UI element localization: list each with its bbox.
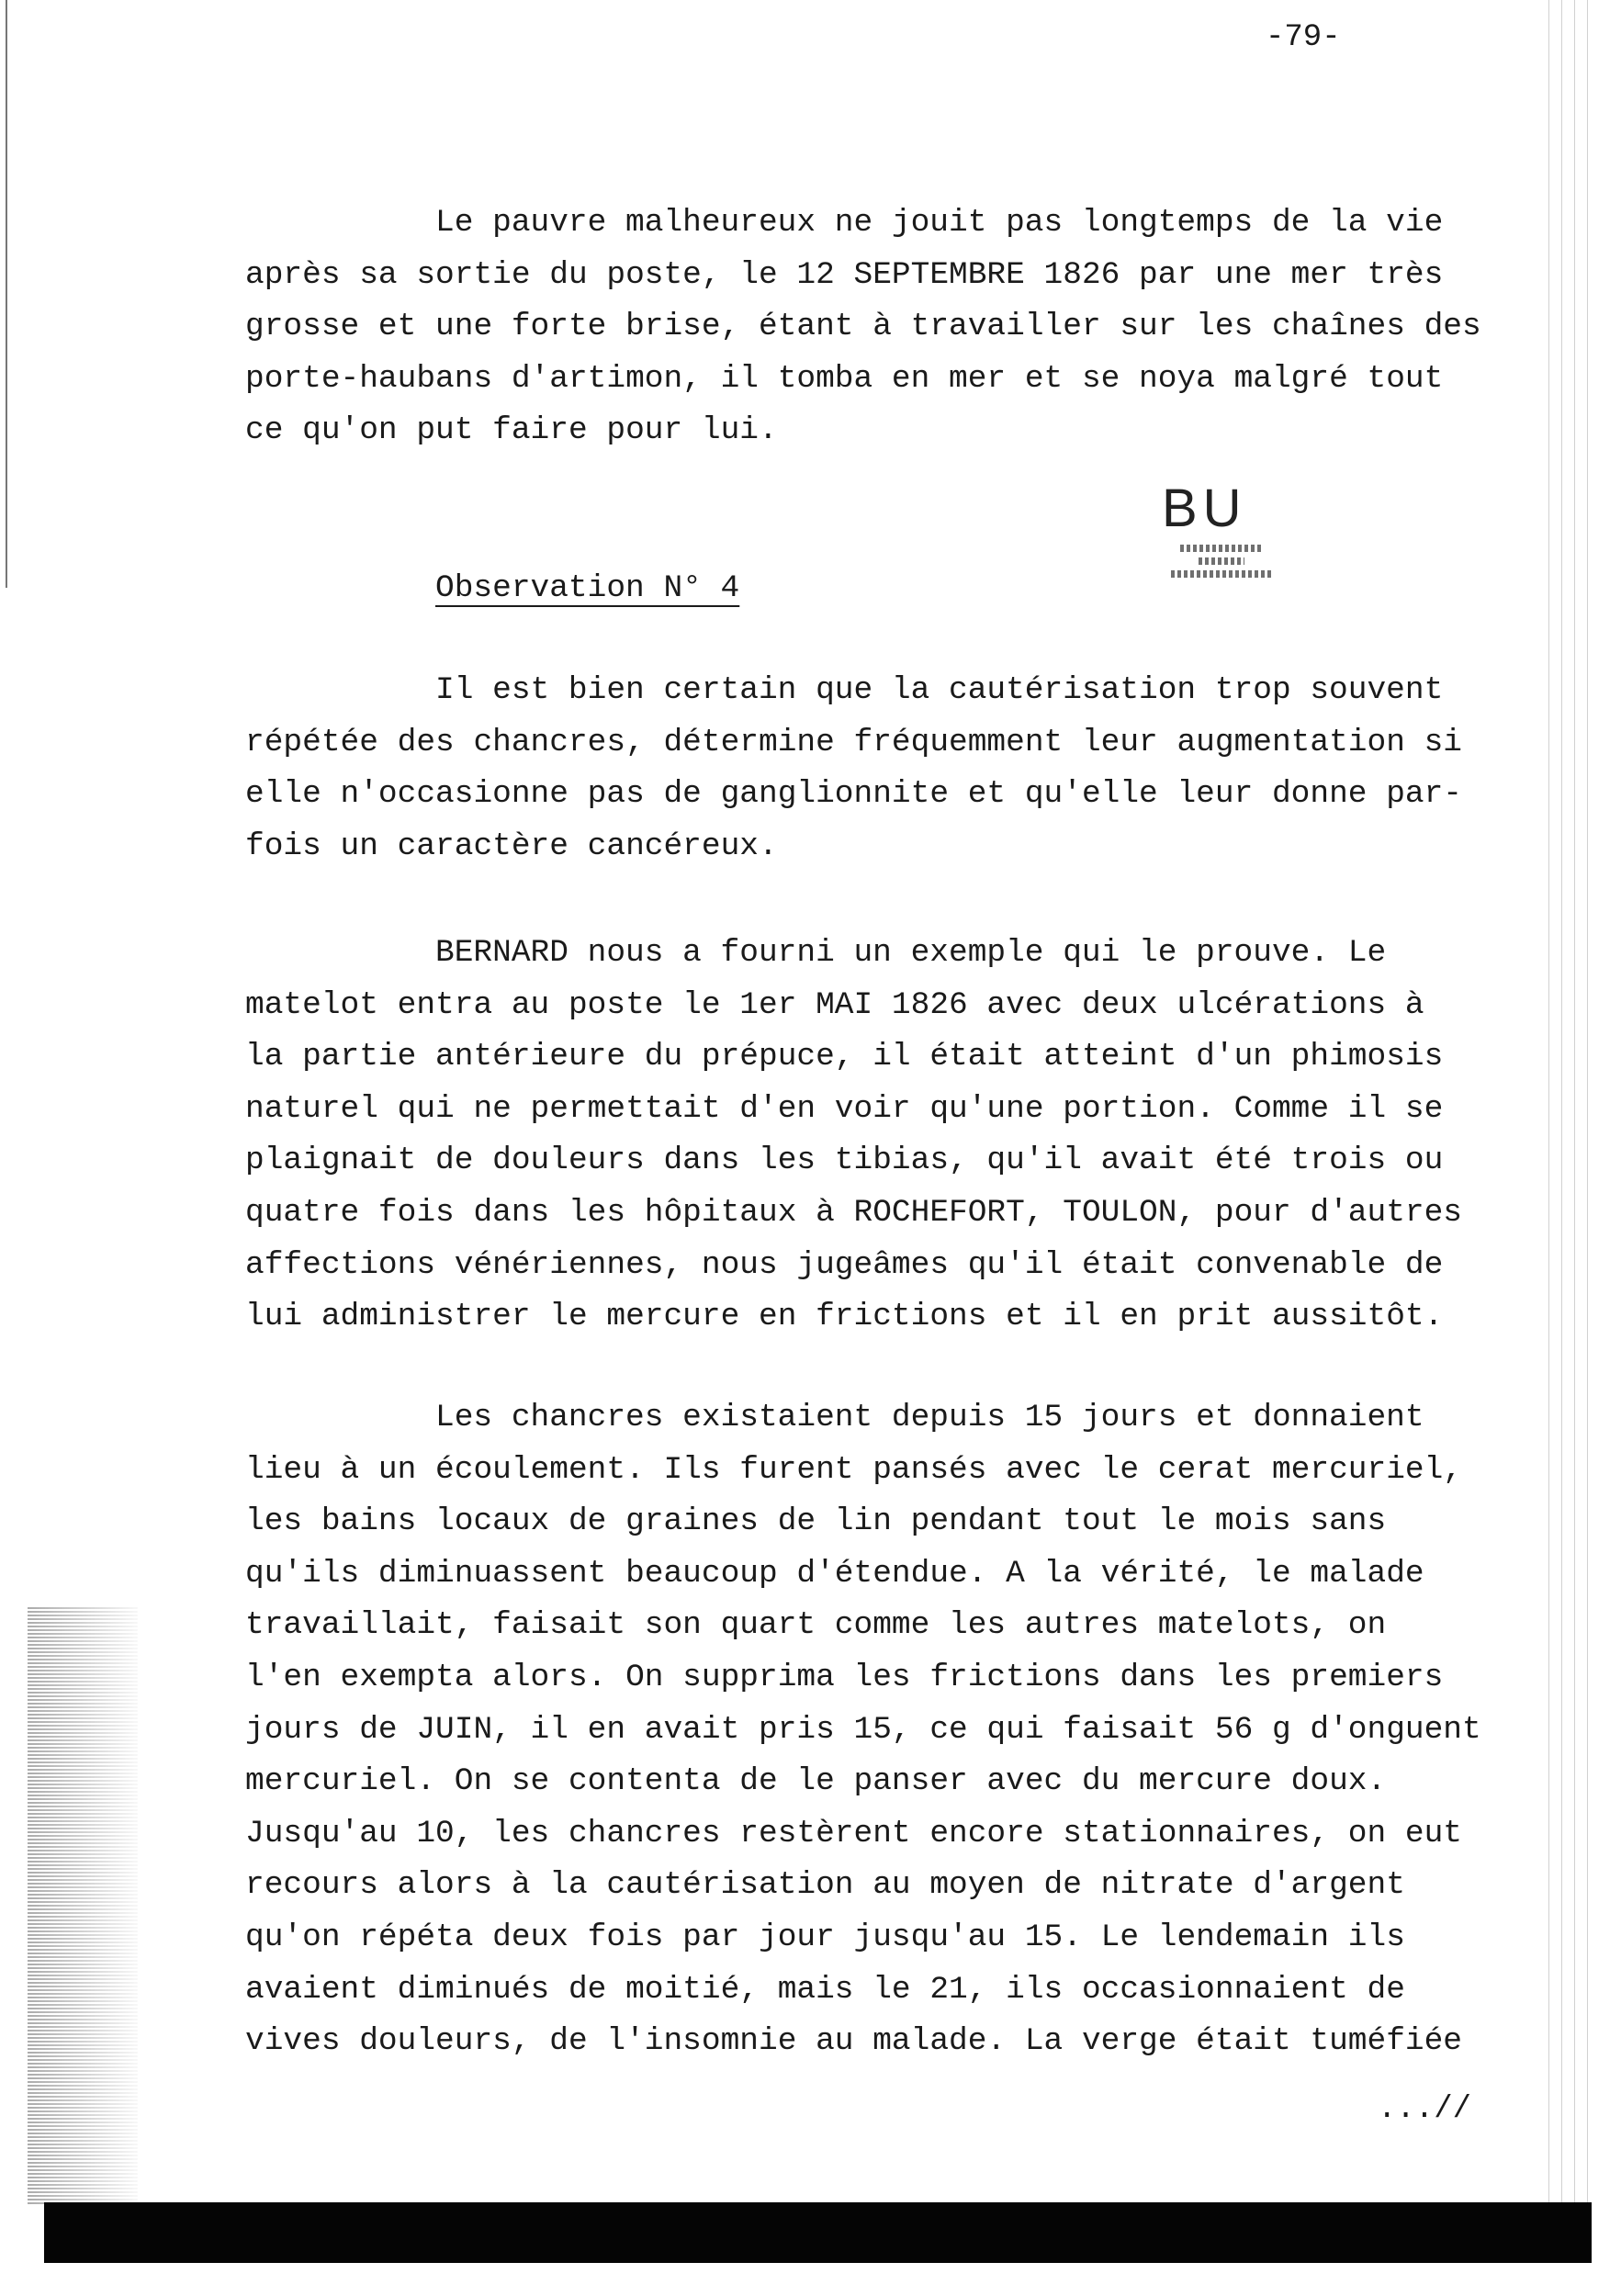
text-line: répétée des chancres, détermine fréquemment leur augmentation si: [245, 724, 1463, 760]
text-line: qu'ils diminuassent beaucoup d'étendue. A la vérité, le malade: [245, 1555, 1424, 1592]
text-line: BERNARD nous a fourni un exemple qui le prouve. Le: [435, 935, 1387, 971]
text-line: fois un caractère cancéreux.: [245, 827, 778, 864]
text-line: jours de JUIN, il en avait pris 15, ce qui faisait 56 g d'onguent: [245, 1711, 1481, 1748]
stamp-smudge: [1199, 557, 1244, 565]
stamp-logo: BU: [1162, 478, 1247, 538]
text-line: mercuriel. On se contenta de le panser avec du mercure doux.: [245, 1763, 1387, 1800]
text-line: la partie antérieure du prépuce, il était atteint d'un phimosis: [245, 1039, 1444, 1075]
text-line: Il est bien certain que la cautérisation trop souvent: [435, 672, 1444, 708]
text-line: les bains locaux de graines de lin pendant tout le mois sans: [245, 1503, 1387, 1540]
text-line: recours alors à la cautérisation au moyen de nitrate d'argent: [245, 1867, 1405, 1904]
text-line: naturel qui ne permettait d'en voir qu'une portion. Comme il se: [245, 1090, 1444, 1127]
text-line: elle n'occasionne pas de ganglionnite et qu'elle leur donne par-: [245, 776, 1463, 813]
text-line: l'en exempta alors. On supprima les frictions dans les premiers: [245, 1659, 1444, 1695]
text-line: affections vénériennes, nous jugeâmes qu'il était convenable de: [245, 1246, 1444, 1283]
text-line: avaient diminués de moitié, mais le 21, ils occasionnaient de: [245, 1971, 1405, 2008]
text-line: lui administrer le mercure en frictions et il en prit aussitôt.: [245, 1299, 1444, 1335]
text-line: Les chancres existaient depuis 15 jours et donnaient: [435, 1400, 1424, 1435]
paragraph-1: [245, 197, 1481, 457]
text-line: ce qu'on put faire pour lui.: [245, 412, 778, 449]
text-line: lieu à un écoulement. Ils furent pansés avec le cerat mercuriel,: [245, 1451, 1463, 1488]
continuation-mark: ...//: [1378, 2092, 1472, 2127]
page-number: -79-: [1266, 20, 1341, 55]
library-stamp: [1162, 478, 1281, 615]
paragraph-4: [245, 1392, 1481, 2068]
scan-edge-noise: [1543, 0, 1598, 2204]
scan-noise: [28, 1607, 138, 2204]
text-line: travaillait, faisait son quart comme les autres matelots, on: [245, 1607, 1387, 1644]
text-line: qu'on répéta deux fois par jour jusqu'au 15. Le lendemain ils: [245, 1919, 1405, 1955]
text-line: matelot entra au poste le 1er MAI 1826 avec deux ulcérations à: [245, 986, 1424, 1023]
stamp-smudge: [1171, 570, 1272, 578]
text-line: grosse et une forte brise, étant à travailler sur les chaînes des: [245, 309, 1481, 345]
text-line: plaignait de douleurs dans les tibias, qu'il avait été trois ou: [245, 1142, 1444, 1179]
scan-edge-line: [6, 0, 7, 588]
paragraph-3: [245, 928, 1462, 1344]
text-line: après sa sortie du poste, le 12 SEPTEMBRE 1826 par une mer très: [245, 256, 1444, 293]
text-line: vives douleurs, de l'insomnie au malade. La verge était tuméfiée: [245, 2023, 1463, 2060]
stamp-smudge: [1180, 545, 1263, 552]
observation-heading: Observation N° 4: [435, 570, 740, 606]
scan-bottom-border: [44, 2202, 1592, 2263]
text-line: Jusqu'au 10, les chancres restèrent encore stationnaires, on eut: [245, 1815, 1463, 1851]
paragraph-2: [245, 665, 1462, 872]
text-line: quatre fois dans les hôpitaux à ROCHEFORT, TOULON, pour d'autres: [245, 1194, 1463, 1231]
text-line: Le pauvre malheureux ne jouit pas longtemps de la vie: [435, 205, 1444, 241]
text-line: porte-haubans d'artimon, il tomba en mer et se noya malgré tout: [245, 360, 1444, 397]
